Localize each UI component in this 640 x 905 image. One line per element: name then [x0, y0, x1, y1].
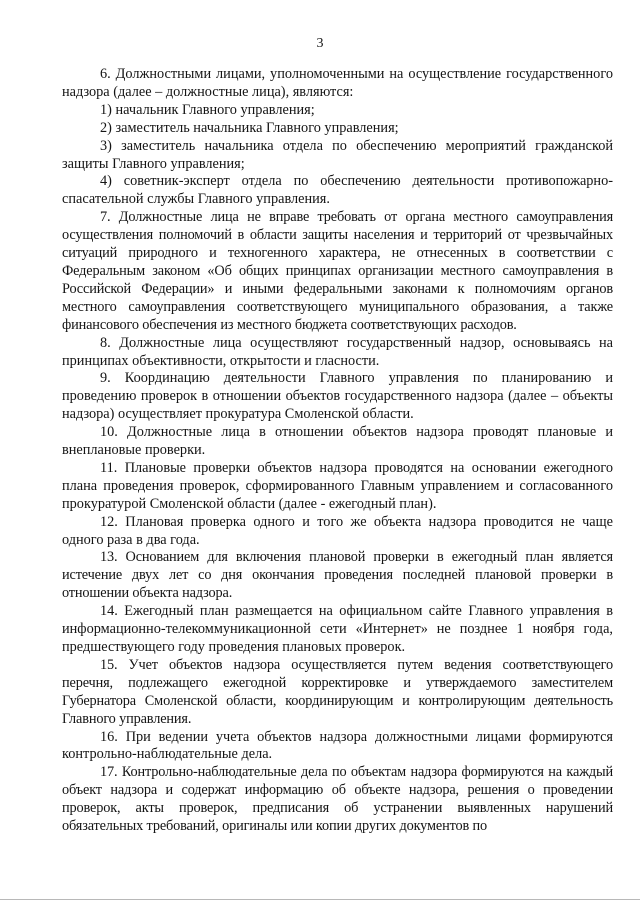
paragraph-11: 11. Плановые проверки объектов надзора проводятся на основании ежегодного плана проведения проверок, сформированного Главным управлением и согласованного прокуратурой Смоленской области (далее - ежегодный план). [62, 459, 613, 512]
page-number: 3 [316, 36, 324, 51]
paragraph-7: 7. Должностные лица не вправе требовать от органа местного самоуправления осуществления полномочий в области защиты населения и территорий от чрезвычайных ситуаций природного и техногенного характера, не отнесенных в соответствии с Федеральным законом «Об общих принципах организации местного самоуправления в Российской Федерации» и иными федеральными законами к полномочиям органов местного самоуправления соответствующего муниципального образования, а также финансового обеспечения из местного бюджета соответствующих расходов. [62, 209, 613, 333]
paragraph-15: 15. Учет объектов надзора осуществляется путем ведения соответствующего перечня, подлежащего ежегодной корректировке и утверждаемого заместителем Губернатора Смоленской области, координирующим и контролирующим деятельность Главного управления. [62, 656, 613, 727]
paragraph-12: 12. Плановая проверка одного и того же объекта надзора проводится не чаще одного раза в два года. [62, 513, 613, 548]
paragraph-17: 17. Контрольно-наблюдательные дела по объектам надзора формируются на каждый объект надзора и содержат информацию об объекте надзора, решения о проведении проверок, акты проверок, предписания об устранении выявленных нарушений обязательных требований, оригиналы или копии других документов по [62, 764, 613, 835]
page-bottom-edge [0, 899, 640, 900]
paragraph-16: 16. При ведении учета объектов надзора должностными лицами формируются контрольно-наблюдательные дела. [62, 728, 613, 763]
paragraph-6-item-1: 1) начальник Главного управления; [100, 101, 315, 118]
paragraph-10: 10. Должностные лица в отношении объектов надзора проводят плановые и внеплановые проверки. [62, 424, 613, 459]
paragraph-6-item-3: 3) заместитель начальника отдела по обеспечению мероприятий гражданской защиты Главного управления; [62, 137, 613, 172]
paragraph-6-item-2: 2) заместитель начальника Главного управления; [100, 119, 399, 136]
paragraph-9: 9. Координацию деятельности Главного управления по планированию и проведению проверок в отношении объектов государственного надзора (далее – объекты надзора) осуществляет прокуратура Смоленской области. [62, 370, 613, 423]
paragraph-13: 13. Основанием для включения плановой проверки в ежегодный план является истечение двух лет со дня окончания проведения последней плановой проверки в отношении объекта надзора. [62, 549, 613, 602]
paragraph-8: 8. Должностные лица осуществляют государственный надзор, основываясь на принципах объективности, открытости и гласности. [62, 334, 613, 369]
paragraph-6: 6. Должностными лицами, уполномоченными на осуществление государственного надзора (далее – должностные лица), являются: [62, 66, 613, 100]
document-body [62, 66, 613, 836]
paragraph-6-item-4: 4) советник-эксперт отдела по обеспечению деятельности противопожарно-спасательной службы Главного управления. [62, 173, 613, 208]
paragraph-14: 14. Ежегодный план размещается на официальном сайте Главного управления в информационно-телекоммуникационной сети «Интернет» не позднее 1 ноября года, предшествующего году проведения плановых проверок. [62, 603, 613, 655]
